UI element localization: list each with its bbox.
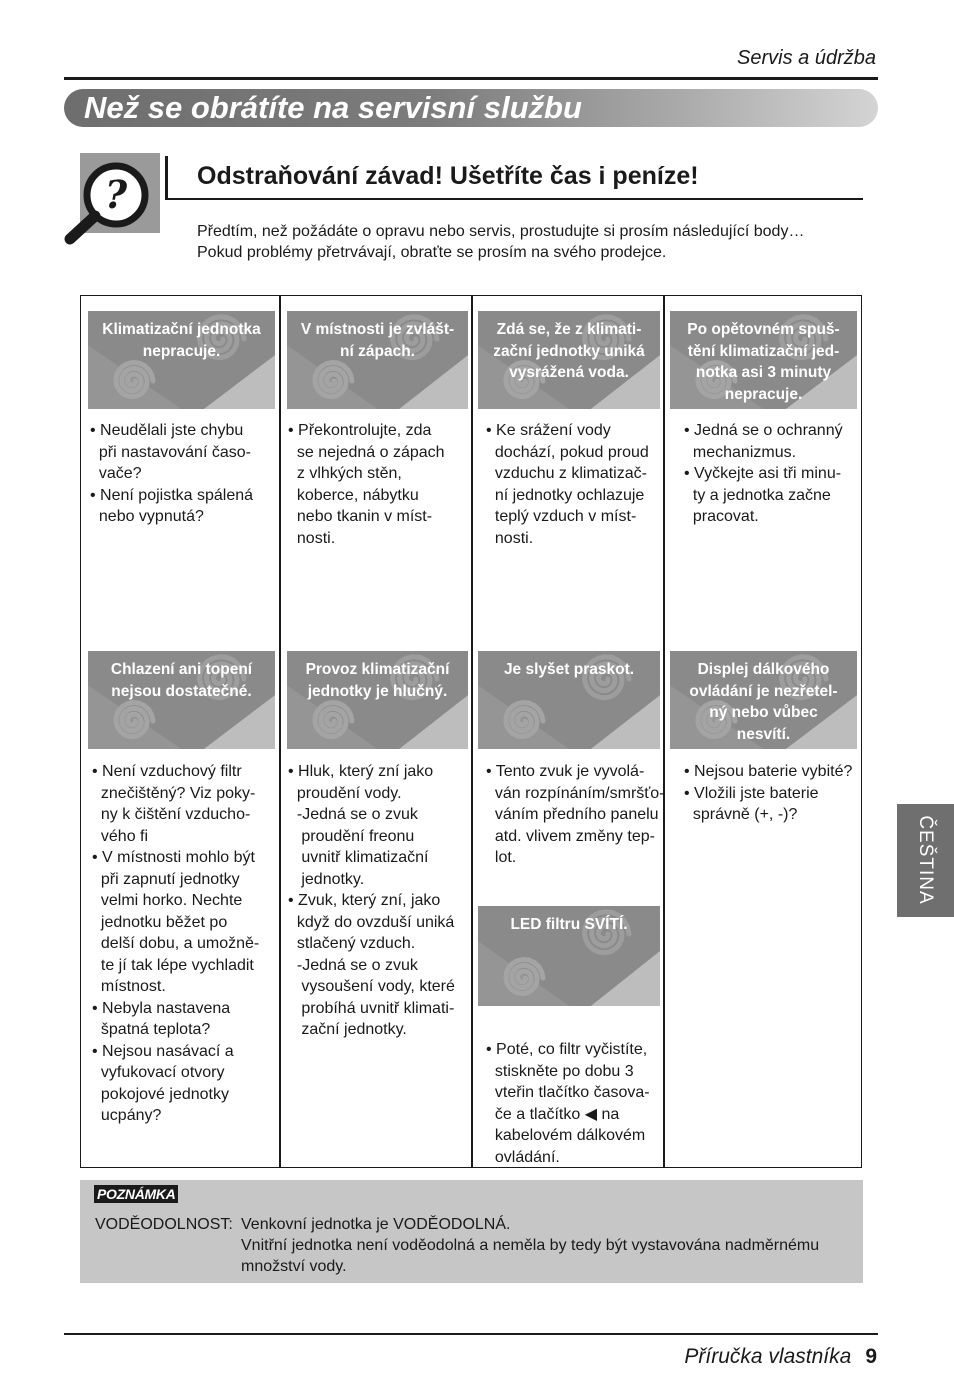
column-divider [471,296,473,1167]
column-divider [279,296,281,1167]
solution-text [92,761,259,1127]
solution-line: če a tlačítko ◀ na [486,1105,620,1123]
solution-text [288,761,455,1041]
solution-line: vyfukovací otvory [92,1064,225,1081]
solution-line: koberce, nábytku [288,486,419,504]
problem-header [670,311,857,409]
problem-title-line: vysrážená voda. [509,364,629,381]
solution-line: • Vložili jste baterie [684,784,819,802]
solution-text [486,761,665,869]
problem-title [478,651,660,681]
problem-header [478,906,660,1006]
solution-line: z vlhkých stěn, [288,465,402,482]
svg-text:?: ? [104,172,128,217]
solution-line: -Jedná se o zvuk [288,956,418,974]
solution-line: mechanizmus. [684,443,797,461]
solution-line: • Nejsou baterie vybité? [684,763,853,780]
solution-line: vzduchu z klimatizač- [486,465,647,482]
note-box [80,1180,863,1283]
problem-title-line: nejsou dostatečné. [111,682,252,700]
solution-line: ovládání. [486,1148,560,1166]
solution-line: jednotky. [288,870,365,888]
bottom-rule [64,1333,878,1335]
solution-line: správně (+, -)? [684,806,798,823]
solution-line: se nejedná o zápach [288,443,445,461]
solution-line: proudění vody. [288,784,402,802]
problem-header [670,651,857,749]
solution-line: • Poté, co filtr vyčistíte, [486,1041,648,1058]
subheading-rule [165,198,863,200]
solution-line: • Nejsou nasávací a [92,1042,234,1060]
solution-text [486,420,649,549]
solution-line: zační jednotky. [288,1021,407,1038]
problem-title-line: LED filtru SVÍTÍ. [510,916,628,933]
intro-line: Předtím, než požádáte o opravu nebo servis, prostudujte si prosím následující body… [197,223,805,240]
problem-title-line: nesvítí. [736,725,791,743]
solution-line: znečištěný? Viz poky- [92,784,256,802]
solution-text [486,1039,650,1168]
problem-title-line: Klimatizační jednotka [102,321,261,338]
problem-title-line: jednotky je hlučný. [307,682,448,700]
solution-line: ní jednotky ochlazuje [486,486,645,504]
solution-line: uvnitř klimatizační [288,849,429,866]
solution-line: • Zvuk, který zní, jako [288,892,441,909]
page-title: Než se obrátíte na servisní službu [84,90,582,125]
solution-line: nebo vypnutá? [90,508,204,525]
solution-line: místnost. [92,978,166,995]
problem-title [478,906,660,936]
section-label: Servis a údržba [737,47,876,69]
solution-line: při nastavování časo- [90,443,251,461]
problem-title [670,651,857,745]
solution-line: • Jedná se o ochranný [684,422,843,439]
language-tab-label: ČEŠTINA [915,815,936,905]
solution-line: • Vyčkejte asi tři minu- [684,465,842,482]
problem-title [287,651,468,702]
solution-text [684,761,852,826]
footer-label: Příručka vlastníka [684,1345,852,1368]
solution-line: ny k čištění vzducho- [92,806,251,823]
solution-line: nebo tkanin v míst- [288,508,433,525]
solution-line: dochází, pokud proud [486,443,649,461]
solution-line: váním předního panelu [486,806,659,823]
solution-line: proudění freonu [288,827,415,845]
problem-title-line: zační jednotky uniká [493,342,645,360]
solution-line: při zapnutí jednotky [92,870,240,888]
solution-line: teplý vzduch v míst- [486,508,637,525]
solution-line: te jí tak lépe vychladit [92,956,254,974]
problem-title-line: Provoz klimatizační [305,661,450,678]
problem-title-line: V místnosti je zvlášt- [300,321,455,338]
solution-line: vého fi [92,827,149,845]
problem-title-line: ní zápach. [340,342,415,360]
solution-line: lot. [486,849,517,866]
solution-line: když do ovzduší uniká [288,913,455,931]
problem-title [478,311,660,384]
solution-line: • Není pojistka spálená [90,486,254,504]
solution-line: špatná teplota? [92,1021,211,1038]
solution-line: probíhá uvnitř klimati- [288,999,455,1017]
solution-line: • V místnosti mohlo být [92,849,255,866]
solution-line: • Překontrolujte, zda [288,422,432,439]
problem-title [287,311,468,362]
solution-line: • Ke srážení vody [486,422,611,439]
problem-title [88,651,275,702]
solution-line: nosti. [486,529,534,547]
problem-title-line: notka asi 3 minuty [695,364,832,381]
solution-line: pracovat. [684,508,759,525]
problem-title-line: Chlazení ani topení [110,661,253,678]
solution-line: vteřin tlačítko časova- [486,1084,650,1101]
problem-header [88,651,275,749]
solution-line: vysoušení vody, které [288,978,455,995]
subheading: Odstraňování závad! Ušetříte čas i peníze! [197,162,699,190]
intro-line: Pokud problémy přetrvávají, obraťte se prosím na svého prodejce. [197,244,667,261]
language-tab [897,804,954,917]
page-number: 9 [865,1345,877,1368]
solution-text [288,420,445,549]
note-label: POZNÁMKA [94,1185,178,1203]
problem-header [88,311,275,409]
solution-line: • Není vzduchový filtr [92,763,242,780]
solution-line: • Nebyla nastavena [92,999,231,1017]
solution-line: atd. vlivem změny tep- [486,827,655,845]
problem-title [88,311,275,362]
solution-text [90,420,253,528]
problem-header [478,311,660,409]
solution-line: nosti. [288,529,336,547]
title-band [64,89,878,127]
note-line: Venkovní jednotka je VODĚODOLNÁ. [241,1216,511,1233]
note-key: VODĚODOLNOST: [95,1216,233,1233]
top-rule [64,77,878,80]
solution-line: stlačený vzduch. [288,935,416,952]
problem-title-line: nepracuje. [724,385,803,403]
solution-line: • Tento zvuk je vyvolá- [486,763,645,780]
note-line: Vnitřní jednotka není voděodolná a neměla by tedy být vystavována nadměrnému [241,1237,820,1254]
problem-title-line: ný nebo vůbec [709,704,818,721]
intro-text [197,221,804,263]
solution-line: pokojové jednotky [92,1085,229,1103]
solution-line: kabelovém dálkovém [486,1127,646,1144]
solution-line: • Hluk, který zní jako [288,763,434,780]
note-line: množství vody. [241,1258,347,1275]
subheading-rule-vertical [165,156,168,200]
problem-title [670,311,857,405]
column-divider [663,296,665,1167]
solution-line: stiskněte po dobu 3 [486,1062,634,1080]
problem-title-line: nepracuje. [142,342,221,360]
problem-header [287,311,468,409]
problem-title-line: Zdá se, že z klimati- [496,321,642,338]
magnifier-question-icon [64,153,174,245]
problem-title-line: tění klimatizační jed- [687,342,840,360]
solution-line: velmi horko. Nechte [92,892,243,909]
solution-line: jednotku běžet po [92,913,228,931]
problem-title-line: Je slyšet praskot. [503,661,635,678]
problem-title-line: Po opětovném spuš- [687,321,840,338]
solution-line: delší dobu, a umožně- [92,935,260,952]
problem-title-line: ovládání je nezřetel- [689,682,838,700]
solution-line: ucpány? [92,1107,162,1124]
solution-line: ván rozpínáním/smršťo- [486,784,665,802]
solution-line: -Jedná se o zvuk [288,806,418,823]
solution-line: • Neudělali jste chybu [90,422,244,439]
problem-header [478,651,660,749]
problem-title-line: Displej dálkového [697,661,830,678]
problem-header [287,651,468,749]
footer [560,1345,877,1369]
solution-line: vače? [90,465,142,482]
solution-line: ty a jednotka začne [684,486,831,504]
solution-text [684,420,843,528]
